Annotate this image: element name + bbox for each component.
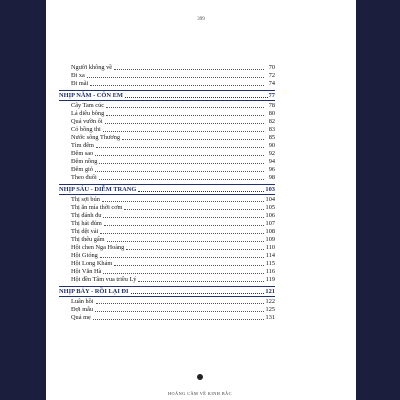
table-of-contents — [59, 64, 275, 322]
right-dark-margin — [356, 0, 400, 400]
page-number: 399 — [197, 17, 205, 22]
section-page: 77 — [268, 92, 275, 99]
leader-dots — [95, 155, 264, 156]
toc-entry-page: 109 — [265, 236, 275, 243]
toc-entry[interactable] — [59, 174, 275, 182]
toc-entry-page: 115 — [265, 260, 275, 267]
toc-entry-title: Đi mãi — [71, 80, 89, 87]
leader-dots — [105, 123, 264, 124]
toc-entry-page: 114 — [265, 252, 275, 259]
leader-dots — [107, 241, 264, 242]
leader-dots — [138, 281, 264, 282]
toc-entry-page: 105 — [265, 204, 275, 211]
leader-dots — [103, 273, 264, 274]
toc-entry[interactable] — [59, 276, 275, 284]
toc-entry-page: 107 — [265, 220, 275, 227]
leader-dots — [131, 293, 265, 294]
toc-entry-page: 119 — [265, 276, 275, 283]
left-dark-margin — [0, 0, 46, 400]
toc-entry[interactable] — [59, 212, 275, 220]
toc-entry-title: Đêm gió — [71, 166, 93, 173]
toc-entry[interactable] — [59, 166, 275, 174]
leader-dots — [106, 115, 264, 116]
toc-entry-page: 106 — [265, 212, 275, 219]
leader-dots — [126, 249, 264, 250]
toc-entry-title: Theo đuổi — [71, 174, 97, 181]
leader-dots — [99, 179, 264, 180]
leader-dots — [93, 319, 264, 320]
toc-entry-title: Hội Văn Hà — [71, 268, 102, 275]
toc-entry-title: Thị dệt vải — [71, 228, 99, 235]
toc-entry[interactable] — [59, 268, 275, 276]
leader-dots — [100, 257, 264, 258]
toc-entry[interactable] — [59, 118, 275, 126]
leader-dots — [87, 77, 264, 78]
leader-dots — [96, 147, 264, 148]
toc-entry[interactable] — [59, 126, 275, 134]
leader-dots — [102, 201, 264, 202]
toc-section-heading[interactable] — [59, 184, 275, 195]
toc-entry[interactable] — [59, 244, 275, 252]
toc-entry-title: Đi xa — [71, 72, 85, 79]
toc-entry[interactable] — [59, 72, 275, 80]
toc-entry[interactable] — [59, 252, 275, 260]
toc-entry-title: Tìm đêm — [71, 142, 94, 149]
toc-entry-title: Thị thêu gấm — [71, 236, 105, 243]
toc-entry[interactable] — [59, 158, 275, 166]
toc-entry-page: 74 — [268, 80, 275, 87]
toc-entry-title: Hội đền Tâm vua triều Lý — [71, 276, 137, 283]
leader-dots — [122, 139, 264, 140]
leader-dots — [96, 303, 264, 304]
toc-entry-title: Quả mẹ — [71, 314, 91, 321]
toc-entry[interactable] — [59, 236, 275, 244]
toc-entry-title: Cây Tam cúc — [71, 102, 105, 109]
toc-entry-title: Lá diêu bông — [71, 110, 105, 117]
toc-entry[interactable] — [59, 64, 275, 72]
footer-book-title: HOÀNG CẦM VỀ KINH BẮC — [168, 391, 232, 396]
section-title: NHỊP NĂM - CÔN EM — [59, 92, 123, 99]
leader-dots — [99, 163, 264, 164]
toc-entry[interactable] — [59, 204, 275, 212]
toc-entry-title: Hội chen Nga Hoàng — [71, 244, 125, 251]
leader-dots — [95, 311, 264, 312]
leader-dots — [103, 217, 264, 218]
toc-entry-title: Cỏ bồng thi — [71, 126, 101, 133]
section-page: 103 — [265, 186, 275, 193]
toc-entry-title: Thị đánh đu — [71, 212, 102, 219]
toc-entry-title: Luân hồi — [71, 298, 94, 305]
toc-entry[interactable] — [59, 150, 275, 158]
toc-entry[interactable] — [59, 260, 275, 268]
toc-entry[interactable] — [59, 298, 275, 306]
toc-entry-title: Thị hát đúm — [71, 220, 102, 227]
toc-entry[interactable] — [59, 142, 275, 150]
toc-entry-title: Thị ăn mía thời cơm — [71, 204, 123, 211]
leader-dots — [114, 69, 264, 70]
leader-dots — [106, 107, 264, 108]
toc-entry-page: 83 — [268, 126, 275, 133]
toc-entry[interactable] — [59, 220, 275, 228]
toc-entry[interactable] — [59, 228, 275, 236]
toc-entry-page: 70 — [268, 64, 275, 71]
toc-entry-page: 110 — [265, 244, 275, 251]
toc-entry-page: 80 — [268, 110, 275, 117]
toc-entry[interactable] — [59, 196, 275, 204]
toc-entry-page: 94 — [268, 158, 275, 165]
toc-entry-page: 104 — [265, 196, 275, 203]
page-footer — [0, 374, 400, 400]
toc-entry-title: Đợi mẫu — [71, 306, 94, 313]
leader-dots — [90, 85, 264, 86]
toc-entry-title: Thị sợi bún — [71, 196, 100, 203]
leader-dots — [104, 225, 264, 226]
toc-entry[interactable] — [59, 80, 275, 88]
toc-entry-page: 72 — [268, 72, 275, 79]
toc-entry[interactable] — [59, 314, 275, 322]
toc-entry-page: 82 — [268, 118, 275, 125]
leader-dots — [124, 209, 264, 210]
toc-section-heading[interactable] — [59, 90, 275, 101]
toc-entry-page: 96 — [268, 166, 275, 173]
toc-entry[interactable] — [59, 134, 275, 142]
leader-dots — [100, 233, 264, 234]
leader-dots — [95, 171, 264, 172]
toc-entry-page: 90 — [268, 142, 275, 149]
toc-entry-title: Nước sông Thương — [71, 134, 121, 141]
toc-entry-page: 116 — [265, 268, 275, 275]
leader-dots — [114, 265, 264, 266]
toc-entry-page: 131 — [265, 314, 275, 321]
ornament-icon — [197, 374, 203, 380]
toc-entry-title: Đêm nồng — [71, 158, 98, 165]
toc-entry-title: Hội Gióng — [71, 252, 98, 259]
section-title: NHỊP BẢY - RỒI LẠI ĐI — [59, 288, 129, 295]
toc-entry-page: 125 — [265, 306, 275, 313]
toc-entry-page: 78 — [268, 102, 275, 109]
section-title: NHỊP SÁU - DIỄM TRANG — [59, 186, 137, 193]
section-page: 121 — [265, 288, 275, 295]
toc-entry[interactable] — [59, 110, 275, 118]
toc-entry-title: Người không về — [71, 64, 113, 71]
toc-entry-title: Quả vườn ổi — [71, 118, 103, 125]
toc-entry-page: 85 — [268, 134, 275, 141]
leader-dots — [125, 97, 268, 98]
toc-entry-page: 92 — [268, 150, 275, 157]
toc-entry-title: Đêm sao — [71, 150, 94, 157]
leader-dots — [103, 131, 264, 132]
toc-entry[interactable] — [59, 306, 275, 314]
toc-entry-title: Hội Long Khám — [71, 260, 113, 267]
toc-entry-page: 108 — [265, 228, 275, 235]
toc-entry-page: 122 — [265, 298, 275, 305]
leader-dots — [138, 191, 264, 192]
toc-entry[interactable] — [59, 102, 275, 110]
toc-entry-page: 98 — [268, 174, 275, 181]
toc-section-heading[interactable] — [59, 286, 275, 297]
